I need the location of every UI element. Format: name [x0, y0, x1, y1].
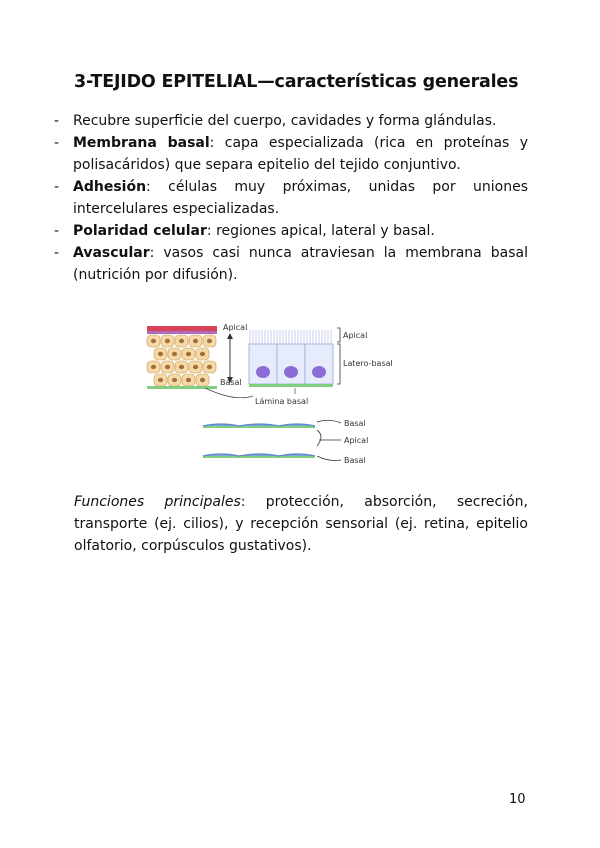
cell-grid: [147, 335, 216, 386]
label-basal-left: Basal: [220, 378, 242, 387]
leader-line: [205, 388, 253, 398]
label-apical-left: Apical: [223, 323, 248, 332]
label-lamina-basal: Lámina basal: [255, 397, 309, 406]
bullet-body: Recubre superficie del cuerpo, cavidades y forma glándulas.: [73, 113, 497, 129]
bullet-text: [73, 220, 528, 242]
label-apical-2: Apical: [344, 436, 369, 445]
nucleus: [158, 352, 163, 356]
nucleus: [186, 378, 191, 382]
nucleus: [172, 378, 177, 382]
bullet-dash: -: [54, 135, 60, 151]
characteristics-list: [54, 110, 528, 286]
label-basal-3: Basal: [344, 456, 366, 465]
bullet-body: : capa especializada (rica en proteínas y polisacáridos) que separa epitelio del tejido conjuntivo.: [73, 135, 528, 173]
bullet-text: [73, 132, 528, 176]
bullet-term: Adhesión: [73, 179, 147, 195]
bracket: [337, 344, 340, 384]
nucleus: [312, 366, 326, 378]
label-apical-right: Apical: [343, 331, 368, 340]
bullet-dash: -: [54, 223, 60, 239]
epithelium-figure: [145, 322, 405, 470]
bullet-body: : regiones apical, lateral y basal.: [206, 223, 435, 239]
bullet-term: Membrana basal: [73, 135, 210, 151]
list-item: [54, 176, 528, 220]
nucleus: [165, 365, 170, 369]
functions-body: : protección, absorción, secreción, transporte (ej. cilios), y recepción sensorial (ej. retina, epitelio olfatorio, corpúsculos gustativos).: [74, 494, 528, 554]
apical-layer: [147, 326, 217, 331]
list-item: [54, 220, 528, 242]
leader-line: [317, 420, 341, 423]
arrow-up-icon: [227, 333, 233, 339]
basal-membrane: [203, 456, 315, 458]
list-item: [54, 132, 528, 176]
nucleus: [158, 378, 163, 382]
squamous-cell-layer: [203, 424, 315, 426]
bullet-term: Polaridad celular: [73, 223, 207, 239]
nucleus: [256, 366, 270, 378]
nucleus: [193, 365, 198, 369]
nucleus: [284, 366, 298, 378]
bullet-dash: -: [54, 245, 60, 261]
nucleus: [207, 365, 212, 369]
basal-membrane: [203, 426, 315, 428]
squamous-cell-layer: [203, 454, 315, 456]
microvilli: [250, 330, 331, 344]
apical-layer: [147, 331, 217, 334]
leader-line: [317, 430, 321, 446]
nucleus: [200, 352, 205, 356]
stratified-epithelium: [147, 326, 217, 389]
functions-term: Funciones principales: [74, 494, 241, 510]
nucleus: [151, 339, 156, 343]
basal-membrane: [249, 384, 333, 387]
list-item: [54, 110, 528, 132]
bullet-body: : vasos casi nunca atraviesan la membrana basal (nutrición por difusión).: [73, 245, 528, 283]
nucleus: [193, 339, 198, 343]
bullet-text: [73, 110, 528, 132]
bullet-dash: -: [54, 113, 60, 129]
nucleus: [179, 365, 184, 369]
nucleus: [179, 339, 184, 343]
epithelium-diagram: [145, 322, 405, 470]
nucleus: [172, 352, 177, 356]
label-basal-1: Basal: [344, 419, 366, 428]
bullet-text: [73, 176, 528, 220]
bullet-dash: -: [54, 179, 60, 195]
nucleus: [165, 339, 170, 343]
columnar-epithelium: [249, 330, 333, 387]
nucleus: [151, 365, 156, 369]
bullet-body: : células muy próximas, unidas por uniones intercelulares especializadas.: [73, 179, 528, 217]
functions-paragraph: [74, 491, 528, 557]
nucleus: [207, 339, 212, 343]
page-title: 3-TEJIDO EPITELIAL—características generales: [74, 72, 519, 92]
squamous-epithelium: [203, 424, 315, 458]
list-item: [54, 242, 528, 286]
nucleus: [186, 352, 191, 356]
bracket: [337, 328, 340, 342]
bullet-term: Avascular: [73, 245, 150, 261]
label-latero-basal: Latero-basal: [343, 359, 393, 368]
leader-line: [317, 456, 341, 461]
page-number: 10: [509, 792, 526, 807]
nucleus: [200, 378, 205, 382]
bullet-text: [73, 242, 528, 286]
